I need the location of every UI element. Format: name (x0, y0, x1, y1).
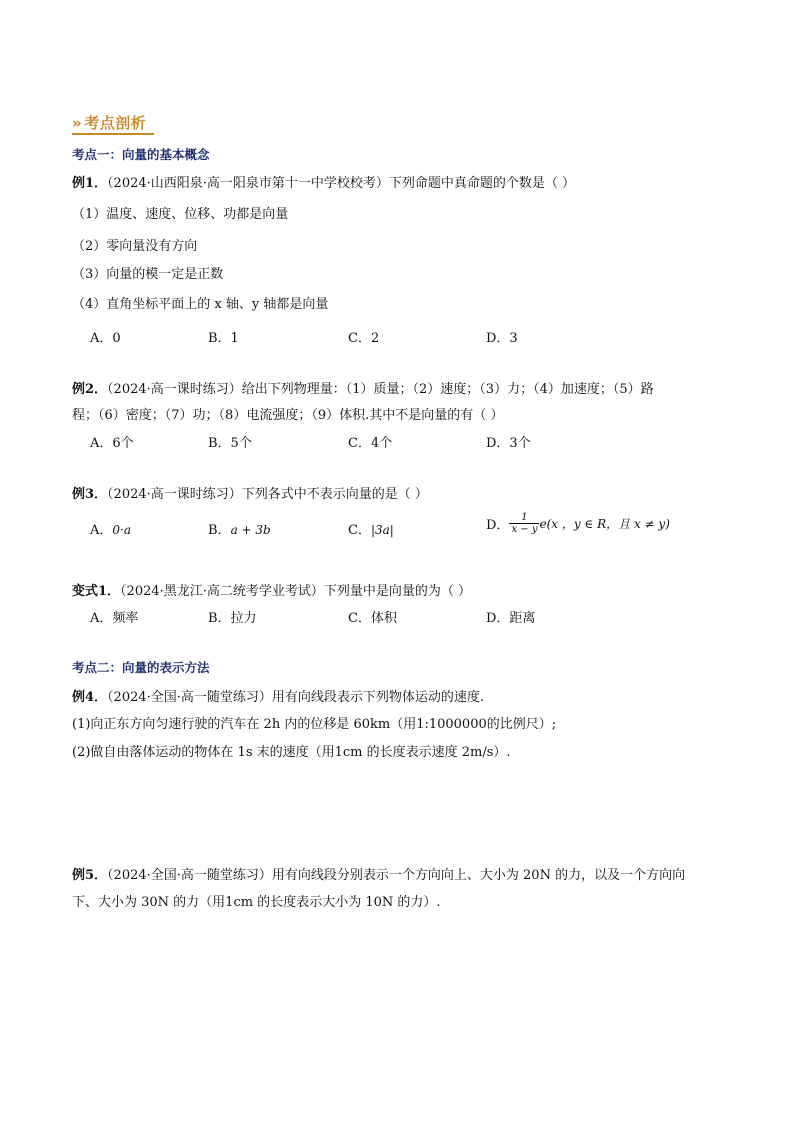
ex3-option-b-math: a + 3b (230, 523, 271, 537)
ex5-line-1-text: （2024·全国·高一随堂练习）用有向线段分别表示一个方向向上、大小为 20N 的力，以及一个方向向 (107, 868, 686, 883)
ex3-label: 例3． (72, 487, 108, 502)
ex1-item-3: （3）向量的模一定是正数 (72, 267, 224, 282)
var1-stem-text: （2024·黑龙江·高二统考学业考试）下列量中是向量的为（ ） (120, 584, 472, 599)
var1-option-d: D．距离 (486, 611, 536, 626)
ex1-option-a: A．0 (90, 331, 121, 346)
var1-stem (72, 580, 471, 599)
ex3-option-d-rest: e(x ，y ∈ R，且 x ≠ y) (539, 517, 670, 531)
ex1-option-c: C．2 (348, 331, 380, 346)
ex2-option-a: A．6个 (90, 436, 134, 451)
ex1-option-b: B．1 (208, 331, 239, 346)
chevron-icon: » (72, 114, 83, 132)
kp1-heading: 考点一：向量的基本概念 (72, 147, 210, 162)
ex2-label: 例2． (72, 382, 108, 397)
ex4-stem-text: （2024·全国·高一随堂练习）用有向线段表示下列物体运动的速度. (107, 690, 485, 705)
var1-option-a: A．频率 (90, 611, 139, 626)
ex2-option-b: B．5个 (208, 436, 252, 451)
ex3-option-a (90, 519, 131, 538)
ex1-stem-text: （2024·山西阳泉·高一阳泉市第十一中学校校考）下列命题中真命题的个数是（ ） (107, 176, 576, 191)
ex3-option-c (348, 519, 394, 538)
ex2-line-1-text: （2024·高一课时练习）给出下列物理量：（1）质量；（2）速度；（3）力；（4）加速度；（5）路 (107, 382, 654, 397)
ex1-item-1: （1）温度、速度、位移、功都是向量 (72, 207, 289, 222)
ex4-label: 例4． (72, 690, 108, 705)
ex5-line-1 (72, 864, 685, 883)
section-underline (72, 133, 154, 135)
var1-label: 变式1． (72, 584, 121, 599)
kp2-heading: 考点二：向量的表示方法 (72, 660, 210, 675)
ex3-stem (72, 483, 428, 502)
ex3-option-b (208, 519, 271, 538)
ex5-line-2: 下、大小为 30N 的力（用1cm 的长度表示大小为 10N 的力）. (72, 895, 441, 910)
ex3-option-d-numerator: 1 (509, 512, 539, 524)
ex3-option-a-math: 0·a (112, 523, 131, 537)
ex4-item-1: (1)向正东方向匀速行驶的汽车在 2h 内的位移是 60km（用1:1000000的比例尺）; (72, 717, 557, 732)
ex3-option-d (486, 512, 670, 535)
ex2-option-c: C．4个 (348, 436, 393, 451)
ex3-stem-text: （2024·高一课时练习）下列各式中不表示向量的是（ ） (107, 487, 428, 502)
ex4-item-2: (2)做自由落体运动的物体在 1s 末的速度（用1cm 的长度表示速度 2m/s）. (72, 745, 511, 760)
ex1-stem (72, 172, 575, 191)
ex2-line-2: 程；（6）密度；（7）功；（8）电流强度；（9）体积.其中不是向量的有（ ） (72, 408, 504, 423)
ex5-label: 例5． (72, 868, 108, 883)
ex3-option-c-math: |3a| (370, 523, 394, 537)
ex1-option-d: D．3 (486, 331, 518, 346)
ex3-option-d-letter: D． (486, 518, 510, 533)
section-title (72, 112, 146, 133)
section-title-text: 考点剖析 (84, 114, 147, 132)
var1-option-c: C．体积 (348, 611, 397, 626)
ex3-option-c-letter: C． (348, 523, 371, 538)
ex2-line-1 (72, 378, 654, 397)
ex1-item-4: （4）直角坐标平面上的 x 轴、y 轴都是向量 (72, 297, 329, 312)
ex2-option-d: D．3个 (486, 436, 531, 451)
ex3-option-d-fraction (509, 512, 539, 535)
ex1-label: 例1． (72, 176, 108, 191)
ex3-option-b-letter: B． (208, 523, 231, 538)
ex3-option-a-letter: A． (90, 523, 113, 538)
var1-option-b: B．拉力 (208, 611, 257, 626)
ex1-item-2: （2）零向量没有方向 (72, 239, 198, 254)
ex4-stem (72, 686, 484, 705)
ex3-option-d-denominator: x − y (511, 524, 538, 535)
